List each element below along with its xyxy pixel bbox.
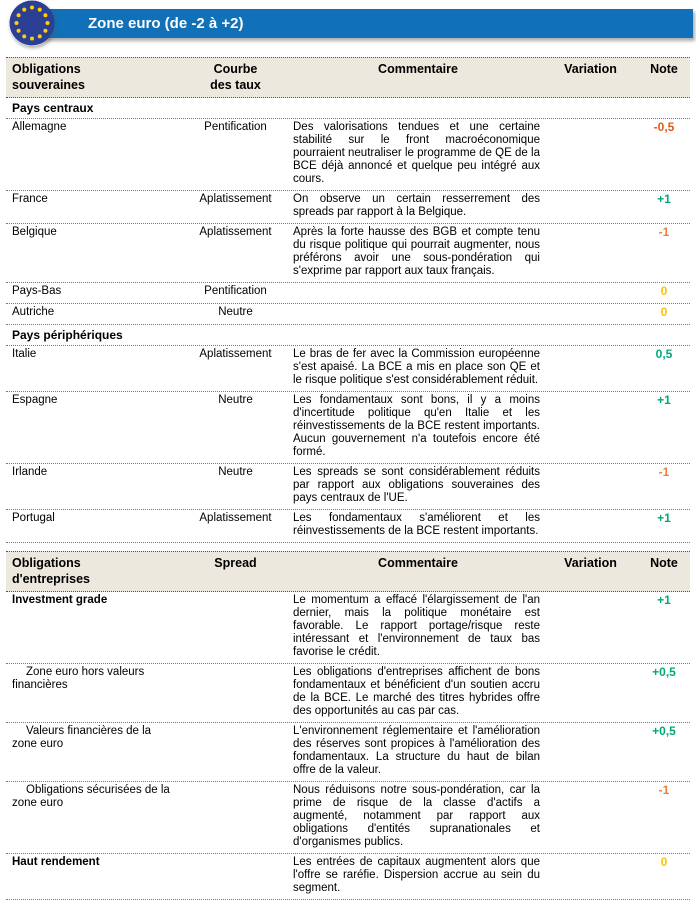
curve-value: Neutre xyxy=(218,466,253,478)
column-header-variation: Variation xyxy=(564,62,617,76)
variation-value xyxy=(543,348,638,387)
variation-value xyxy=(543,193,638,219)
note-value: +1 xyxy=(657,192,671,206)
title-bar xyxy=(17,9,693,38)
note-value: +0,5 xyxy=(652,665,676,679)
column-header-commentaire: Commentaire xyxy=(378,62,458,76)
table-row-france xyxy=(6,191,690,224)
table-row-belgique xyxy=(6,224,690,283)
comment-text: Nous réduisons notre sous-pondération, car la prime de risque de la classe d'actifs a augmenté, notamment par rapport aux obligations d'entités supranationales et d'organismes publics. xyxy=(293,784,540,848)
column-header-commentaire: Commentaire xyxy=(378,556,458,570)
table-row-espagne xyxy=(6,392,690,464)
table-row-allemagne xyxy=(6,119,690,191)
column-header-obligations-entreprises: Obligations d'entreprises xyxy=(12,556,91,586)
column-header-variation: Variation xyxy=(564,556,617,570)
page-title: Zone euro (de -2 à +2) xyxy=(88,15,244,32)
segment-label: Valeurs financières de la zone euro xyxy=(12,725,152,750)
variation-value xyxy=(543,784,638,849)
variation-value xyxy=(543,856,638,895)
column-header-note: Note xyxy=(650,556,678,570)
curve-value: Aplatissement xyxy=(199,512,272,524)
country-label: Espagne xyxy=(12,394,58,406)
segment-label: Obligations sécurisées de la zone euro xyxy=(12,784,170,809)
note-value: +1 xyxy=(657,393,671,407)
curve-value: Neutre xyxy=(218,306,253,318)
comment-text: L'environnement réglementaire et l'amélioration des réserves sont propices à l'amélioration des fondamentaux. La structure du haut de bilan offre de la valeur. xyxy=(293,725,540,776)
variation-value xyxy=(543,121,638,186)
curve-value: Aplatissement xyxy=(199,193,272,205)
note-value: 0 xyxy=(660,284,668,298)
note-value: -1 xyxy=(658,225,670,239)
column-header-note: Note xyxy=(650,62,678,76)
comment-text: Les entrées de capitaux augmentent alors que l'offre se raréfie. Dispersion accrue au sein du segment. xyxy=(293,856,540,894)
segment-label: Investment grade xyxy=(12,594,108,606)
corporate-table-header xyxy=(6,551,690,592)
comment-text xyxy=(293,306,543,320)
spread-value xyxy=(178,784,293,849)
curve-value: Neutre xyxy=(218,394,253,406)
comment-text: Après la forte hausse des BGB et compte tenu du risque politique qui pourrait augmenter, nous préférons avoir une sous-pondération qui s'exprime par rapport aux taux français. xyxy=(293,226,540,277)
variation-value xyxy=(543,666,638,718)
table-row-investment-grade xyxy=(6,592,690,664)
comment-text: Le momentum a effacé l'élargissement de l'an dernier, mais la politique monétaire est favorable. Le rapport portage/risque reste intéressant et l'environnement de taux bas favorise le crédit. xyxy=(293,594,540,658)
table-row-autriche xyxy=(6,304,690,325)
page-header xyxy=(0,0,696,57)
table-row-irlande xyxy=(6,464,690,510)
comment-text xyxy=(293,285,543,299)
comment-text: On observe un certain resserrement des spreads par rapport à la Belgique. xyxy=(293,193,540,218)
eu-flag-icon xyxy=(9,0,55,46)
note-value: +1 xyxy=(657,511,671,525)
segment-label: Zone euro hors valeurs financières xyxy=(12,666,145,691)
corporate-bonds-table xyxy=(6,551,690,900)
spread-value xyxy=(178,725,293,777)
column-header-courbe-des-taux: Courbe des taux xyxy=(210,62,261,92)
country-label: Belgique xyxy=(12,226,57,238)
comment-text: Les fondamentaux sont bons, il y a moins d'incertitude politique qu'en Italie et les réinvestissements de la BCE restent importants. Aucun gouvernement n'a toutefois encore été formé. xyxy=(293,394,540,458)
section-title-pays-peripheriques: Pays périphériques xyxy=(6,325,690,346)
sovereign-bonds-table xyxy=(6,57,690,543)
curve-value: Pentification xyxy=(204,121,267,133)
table-row-haut-rendement xyxy=(6,854,690,900)
note-value: -0,5 xyxy=(653,120,675,134)
country-label: Portugal xyxy=(12,512,55,524)
table-row-zone-euro-hors-valeurs-financieres xyxy=(6,664,690,723)
note-value: 0,5 xyxy=(655,347,673,361)
country-label: Pays-Bas xyxy=(12,285,62,297)
table-row-obligations-securisees-zone-euro xyxy=(6,782,690,854)
table-row-portugal xyxy=(6,510,690,543)
note-value: +0,5 xyxy=(652,724,676,738)
table-row-pays-bas xyxy=(6,283,690,304)
comment-text: Les spreads se sont considérablement réduits par rapport aux obligations souveraines des pays centraux de l'UE. xyxy=(293,466,540,504)
variation-value xyxy=(543,226,638,278)
column-header-spread: Spread xyxy=(214,556,257,570)
curve-value: Aplatissement xyxy=(199,226,272,238)
column-header-obligations-souveraines: Obligations souveraines xyxy=(12,62,85,92)
note-value: -1 xyxy=(658,465,670,479)
sovereign-table-header xyxy=(6,57,690,98)
country-label: Italie xyxy=(12,348,37,360)
table-row-valeurs-financieres-zone-euro xyxy=(6,723,690,782)
spread-value xyxy=(178,594,293,659)
spread-value xyxy=(178,666,293,718)
section-title-pays-centraux: Pays centraux xyxy=(6,98,690,119)
variation-value xyxy=(543,512,638,538)
variation-value xyxy=(543,394,638,459)
note-value: 0 xyxy=(660,305,668,319)
comment-text: Des valorisations tendues et une certaine stabilité sur le front macroéconomique pourraient neutraliser le programme de QE de la BCE déjà annoncé et quelque peu intégré aux cours. xyxy=(293,121,540,185)
comment-text: Les obligations d'entreprises affichent de bons fondamentaux et bénéficient d'un soutien accru de la BCE. Le marché des titres hybrides offre des opportunités au cas par cas. xyxy=(293,666,540,717)
country-label: Autriche xyxy=(12,306,55,318)
country-label: Allemagne xyxy=(12,121,67,133)
variation-value xyxy=(543,594,638,659)
comment-text: Les fondamentaux s'améliorent et les réinvestissements de la BCE restent importants. xyxy=(293,512,540,537)
variation-value xyxy=(543,285,638,299)
country-label: Irlande xyxy=(12,466,48,478)
spread-value xyxy=(178,856,293,895)
curve-value: Pentification xyxy=(204,285,267,297)
note-value: 0 xyxy=(660,855,668,869)
table-row-italie xyxy=(6,346,690,392)
variation-value xyxy=(543,725,638,777)
segment-label: Haut rendement xyxy=(12,856,100,868)
note-value: +1 xyxy=(657,593,671,607)
variation-value xyxy=(543,306,638,320)
variation-value xyxy=(543,466,638,505)
curve-value: Aplatissement xyxy=(199,348,272,360)
note-value: -1 xyxy=(658,783,670,797)
country-label: France xyxy=(12,193,48,205)
comment-text: Le bras de fer avec la Commission européenne s'est apaisé. La BCE a mis en place son QE et le risque politique s'est considérablement réduit. xyxy=(293,348,540,386)
